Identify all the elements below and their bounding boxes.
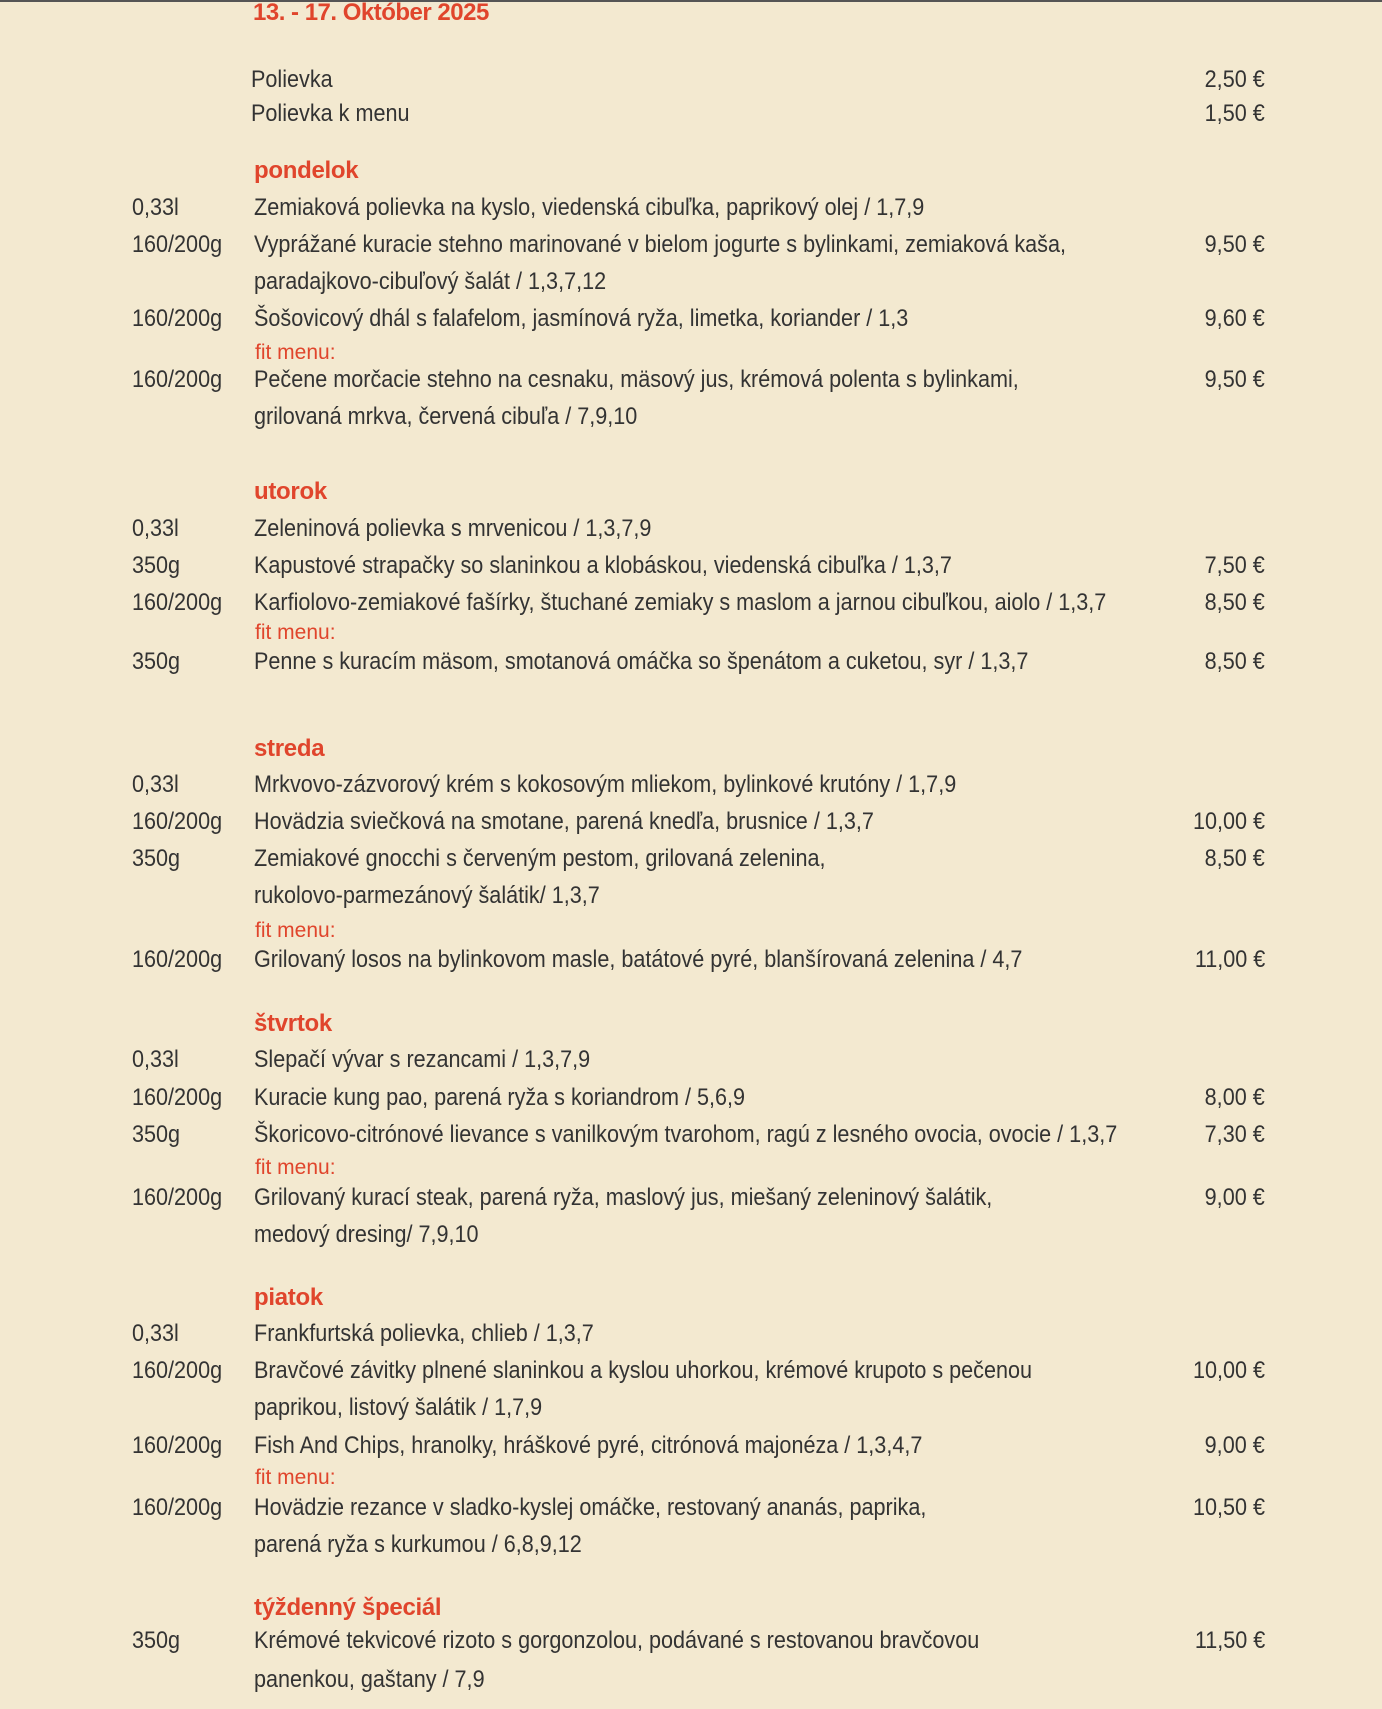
fit-menu-label: fit menu: (255, 341, 336, 364)
menu-item-continuation (0, 877, 1382, 911)
item-quantity: 160/200g (132, 1357, 223, 1384)
menu-item (0, 1041, 1382, 1075)
menu-item (0, 1079, 1382, 1113)
item-quantity: 350g (132, 1121, 181, 1148)
item-description: Slepačí vývar s rezancami / 1,3,7,9 (254, 1046, 591, 1073)
fit-menu-item (0, 361, 1382, 395)
item-price: 9,00 € (1204, 1432, 1265, 1459)
item-description: Kapustové strapačky so slaninkou a klobáskou, viedenská cibuľka / 1,3,7 (254, 552, 952, 579)
menu-item-continuation (0, 1526, 1382, 1560)
menu-item (0, 300, 1382, 334)
item-description: Bravčové závitky plnené slaninkou a kyslou uhorkou, krémové krupoto s pečenou (254, 1357, 1033, 1384)
menu-item-continuation (0, 1389, 1382, 1423)
item-quantity: 350g (132, 1627, 181, 1654)
item-quantity: 160/200g (132, 808, 223, 835)
item-quantity: 350g (132, 552, 181, 579)
item-price: 9,50 € (1204, 366, 1265, 393)
item-quantity: 160/200g (132, 589, 223, 616)
menu-item (0, 1427, 1382, 1461)
item-description: Kuracie kung pao, parená ryža s koriandrom / 5,6,9 (254, 1084, 746, 1111)
item-description: Hovädzie rezance v sladko-kyslej omáčke, restovaný ananás, paprika, (254, 1494, 927, 1521)
item-quantity: 0,33l (132, 1046, 179, 1073)
item-description: Zemiakové gnocchi s červeným pestom, grilovaná zelenina, (254, 845, 826, 872)
item-description: panenkou, gaštany / 7,9 (254, 1666, 485, 1693)
fit-menu-item (0, 1179, 1382, 1213)
item-quantity: 350g (132, 648, 181, 675)
day-heading-utorok: utorok (254, 478, 327, 505)
item-description: Šošovicový dhál s falafelom, jasmínová ryža, limetka, koriander / 1,3 (254, 305, 909, 332)
item-price: 8,50 € (1204, 845, 1265, 872)
day-heading-pondelok: pondelok (254, 157, 359, 184)
item-price: 9,50 € (1204, 231, 1265, 258)
item-description: Pečene morčacie stehno na cesnaku, mäsový jus, krémová polenta s bylinkami, (254, 366, 1019, 393)
item-quantity: 0,33l (132, 1320, 179, 1347)
item-description: Karfiolovo-zemiakové fašírky, štuchané zemiaky s maslom a jarnou cibuľkou, aiolo / 1,3,7 (254, 589, 1107, 616)
item-description: Zeleninová polievka s mrvenicou / 1,3,7,9 (254, 515, 652, 542)
item-quantity: 160/200g (132, 1494, 223, 1521)
item-price: 7,50 € (1204, 552, 1265, 579)
menu-item (0, 510, 1382, 544)
item-description: Vyprážané kuracie stehno marinované v bielom jogurte s bylinkami, zemiaková kaša, (254, 231, 1066, 258)
item-price: 11,50 € (1194, 1627, 1265, 1654)
menu-item (0, 1116, 1382, 1150)
item-description: Frankfurtská polievka, chlieb / 1,3,7 (254, 1320, 594, 1347)
item-quantity: 160/200g (132, 366, 223, 393)
item-description: grilovaná mrkva, červená cibuľa / 7,9,10 (254, 403, 638, 430)
item-price: 7,30 € (1204, 1121, 1265, 1148)
item-description: paradajkovo-cibuľový šalát / 1,3,7,12 (254, 268, 607, 295)
fit-menu-label: fit menu: (255, 1156, 336, 1179)
soup-price: 2,50 € (1204, 66, 1265, 93)
item-description: Penne s kuracím mäsom, smotanová omáčka so špenátom a cuketou, syr / 1,3,7 (254, 648, 1029, 675)
item-quantity: 160/200g (132, 231, 223, 258)
fit-menu-item (0, 941, 1382, 975)
item-description: paprikou, listový šalátik / 1,7,9 (254, 1394, 543, 1421)
item-price: 10,00 € (1192, 1357, 1265, 1384)
item-price: 10,00 € (1192, 808, 1265, 835)
item-quantity: 0,33l (132, 771, 179, 798)
soup-row (0, 95, 1382, 129)
item-description: Hovädzia sviečková na smotane, parená knedľa, brusnice / 1,3,7 (254, 808, 874, 835)
fit-menu-item (0, 1489, 1382, 1523)
item-quantity: 350g (132, 845, 181, 872)
item-price: 8,50 € (1204, 589, 1265, 616)
item-quantity: 160/200g (132, 946, 223, 973)
menu-item (0, 226, 1382, 260)
item-quantity: 160/200g (132, 305, 223, 332)
fit-menu-label: fit menu: (255, 919, 336, 942)
menu-item (0, 584, 1382, 618)
menu-item (0, 189, 1382, 223)
menu-item (0, 1622, 1382, 1656)
menu-item-continuation (0, 1216, 1382, 1250)
menu-item (0, 1315, 1382, 1349)
item-quantity: 0,33l (132, 515, 179, 542)
item-description: Mrkvovo-zázvorový krém s kokosovým mliekom, bylinkové krutóny / 1,7,9 (254, 771, 957, 798)
item-price: 9,00 € (1204, 1184, 1265, 1211)
menu-item (0, 1352, 1382, 1386)
item-description: medový dresing/ 7,9,10 (254, 1221, 479, 1248)
fit-menu-item (0, 643, 1382, 677)
item-price: 10,50 € (1192, 1494, 1265, 1521)
menu-item-continuation (0, 398, 1382, 432)
menu-item (0, 766, 1382, 800)
item-quantity: 160/200g (132, 1432, 223, 1459)
date-range-heading: 13. - 17. Október 2025 (253, 0, 489, 26)
soup-name: Polievka k menu (251, 100, 410, 127)
menu-item-continuation (0, 263, 1382, 297)
item-description: Krémové tekvicové rizoto s gorgonzolou, podávané s restovanou bravčovou (254, 1627, 980, 1654)
item-description: Grilovaný kurací steak, parená ryža, maslový jus, miešaný zeleninový šalátik, (254, 1184, 993, 1211)
item-price: 8,50 € (1204, 648, 1265, 675)
item-price: 11,00 € (1194, 946, 1265, 973)
item-description: Škoricovo-citrónové lievance s vanilkovým tvarohom, ragú z lesného ovocia, ovocie / 1,3,7 (254, 1121, 1118, 1148)
item-quantity: 160/200g (132, 1084, 223, 1111)
menu-item-continuation (0, 1661, 1382, 1695)
item-description: Grilovaný losos na bylinkovom masle, batátové pyré, blanšírovaná zelenina / 4,7 (254, 946, 1023, 973)
item-quantity: 160/200g (132, 1184, 223, 1211)
item-description: parená ryža s kurkumou / 6,8,9,12 (254, 1531, 582, 1558)
day-heading-piatok: piatok (254, 1284, 323, 1311)
fit-menu-label: fit menu: (255, 1466, 336, 1489)
item-price: 9,60 € (1204, 305, 1265, 332)
item-description: rukolovo-parmezánový šalátik/ 1,3,7 (254, 882, 600, 909)
item-price: 8,00 € (1204, 1084, 1265, 1111)
item-description: Fish And Chips, hranolky, hráškové pyré, citrónová majonéza / 1,3,4,7 (254, 1432, 923, 1459)
item-quantity: 0,33l (132, 194, 179, 221)
day-heading-stvrtok: štvrtok (254, 1010, 332, 1037)
menu-item (0, 803, 1382, 837)
day-heading-streda: streda (254, 735, 325, 762)
item-description: Zemiaková polievka na kyslo, viedenská cibuľka, paprikový olej / 1,7,9 (254, 194, 925, 221)
menu-item (0, 547, 1382, 581)
soup-price: 1,50 € (1204, 100, 1265, 127)
fit-menu-label: fit menu: (255, 621, 336, 644)
soup-row (0, 61, 1382, 95)
menu-item (0, 840, 1382, 874)
day-heading-weekly-special: týždenný špeciál (254, 1594, 442, 1621)
soup-name: Polievka (251, 66, 333, 93)
